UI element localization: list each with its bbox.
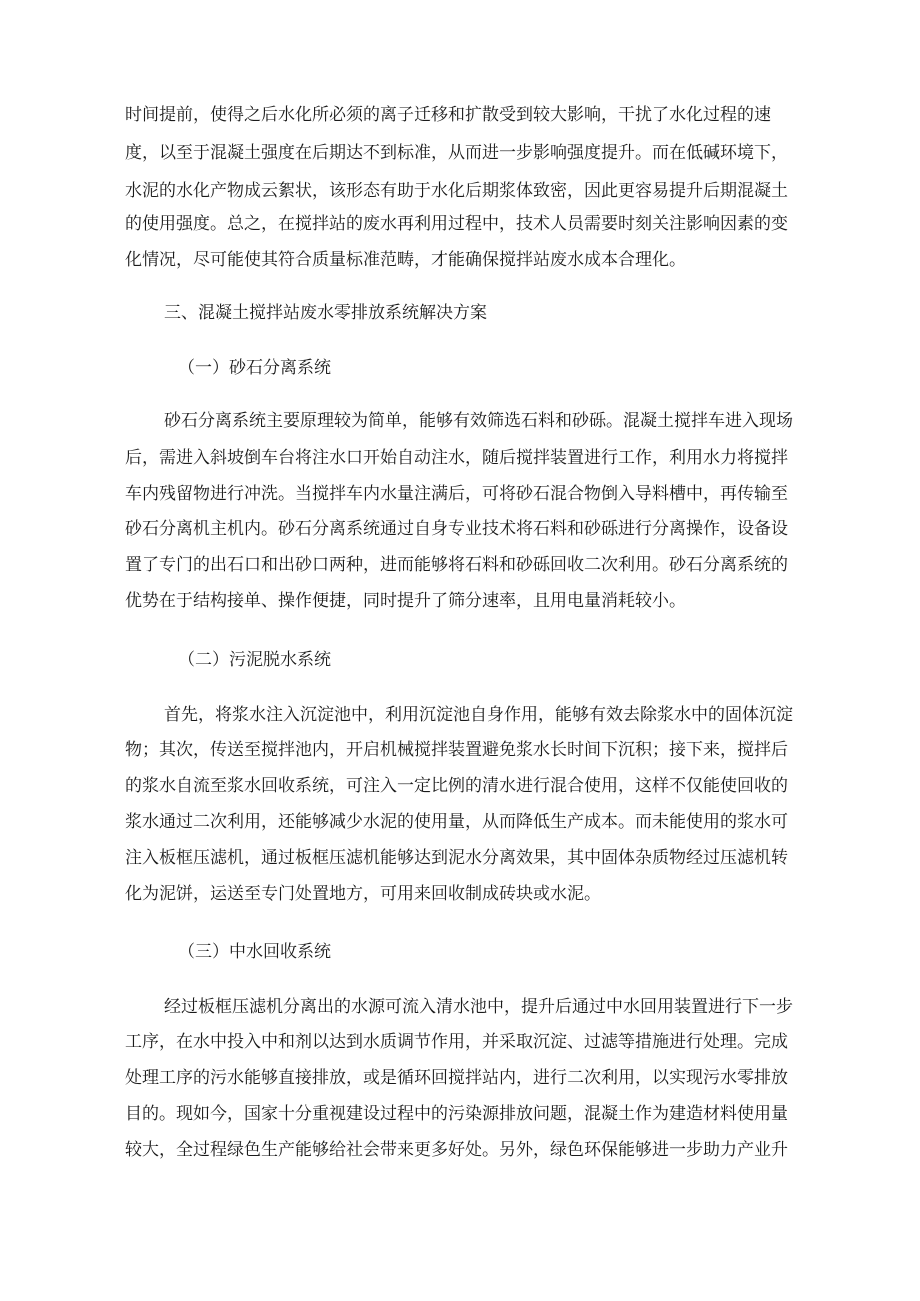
paragraph-line: 物；其次，传送至搅拌池内，开启机械搅拌装置避免浆水长时间下沉积；接下来，搅拌后 xyxy=(125,740,788,760)
paragraph-line: 度，以至于混凝土强度在后期达不到标准，从而进一步影响强度提升。而在低碱环境下， xyxy=(125,143,788,163)
paragraph-line: 处理工序的污水能够直接排放，或是循环回搅拌站内，进行二次利用，以实现污水零排放 xyxy=(125,1068,788,1088)
paragraph-line: 的使用强度。总之，在搅拌站的废水再利用过程中，技术人员需要时刻关注影响因素的变 xyxy=(125,214,788,234)
paragraph-line: 优势在于结构接单、操作便捷，同时提升了筛分速率，且用电量消耗较小。 xyxy=(125,591,686,611)
paragraph-line: 砂石分离系统主要原理较为简单，能够有效筛选石料和砂砾。混凝土搅拌车进入现场 xyxy=(164,411,793,431)
paragraph-line: 化为泥饼，运送至专门处置地方，可用来回收制成砖块或水泥。 xyxy=(125,884,601,904)
subsection-heading: （一）砂石分离系统 xyxy=(178,358,331,378)
paragraph-line: 工序，在水中投入中和剂以达到水质调节作用，并采取沉淀、过滤等措施进行处理。完成 xyxy=(125,1032,788,1052)
paragraph-line: 置了专门的出石口和出砂口两种，进而能够将石料和砂砾回收二次利用。砂石分离系统的 xyxy=(125,555,788,575)
section-heading: 三、混凝土搅拌站废水零排放系统解决方案 xyxy=(164,303,487,323)
paragraph-line: 后，需进入斜坡倒车台将注水口开始自动注水，随后搅拌装置进行工作，利用水力将搅拌 xyxy=(125,448,788,468)
subsection-heading: （三）中水回收系统 xyxy=(178,942,331,962)
paragraph-line: 砂石分离机主机内。砂石分离系统通过自身专业技术将石料和砂砾进行分离操作，设备设 xyxy=(125,519,788,539)
paragraph-line: 时间提前，使得之后水化所必须的离子迁移和扩散受到较大影响，干扰了水化过程的速 xyxy=(125,105,771,125)
paragraph-line: 目的。现如今，国家十分重视建设过程中的污染源排放问题，混凝土作为建造材料使用量 xyxy=(125,1104,788,1124)
paragraph-line: 注入板框压滤机，通过板框压滤机能够达到泥水分离效果，其中固体杂质物经过压滤机转 xyxy=(125,848,788,868)
paragraph-line: 化情况，尽可能使其符合质量标准范畴，才能确保搅拌站废水成本合理化。 xyxy=(125,250,686,270)
paragraph-line: 较大，全过程绿色生产能够给社会带来更多好处。另外，绿色环保能够进一步助力产业升 xyxy=(125,1140,788,1160)
paragraph-line: 浆水通过二次利用，还能够减少水泥的使用量，从而降低生产成本。而未能使用的浆水可 xyxy=(125,812,788,832)
paragraph-line: 车内残留物进行冲洗。当搅拌车内水量注满后，可将砂石混合物倒入导料槽中，再传输至 xyxy=(125,484,788,504)
paragraph-line: 水泥的水化产物成云絮状，该形态有助于水化后期浆体致密，因此更容易提升后期混凝土 xyxy=(125,181,788,201)
subsection-heading: （二）污泥脱水系统 xyxy=(178,650,331,670)
paragraph-line: 的浆水自流至浆水回收系统，可注入一定比例的清水进行混合使用，这样不仅能使回收的 xyxy=(125,776,788,796)
paragraph-line: 经过板框压滤机分离出的水源可流入清水池中，提升后通过中水回用装置进行下一步 xyxy=(164,997,793,1017)
paragraph-line: 首先，将浆水注入沉淀池中，利用沉淀池自身作用，能够有效去除浆水中的固体沉淀 xyxy=(164,705,793,725)
